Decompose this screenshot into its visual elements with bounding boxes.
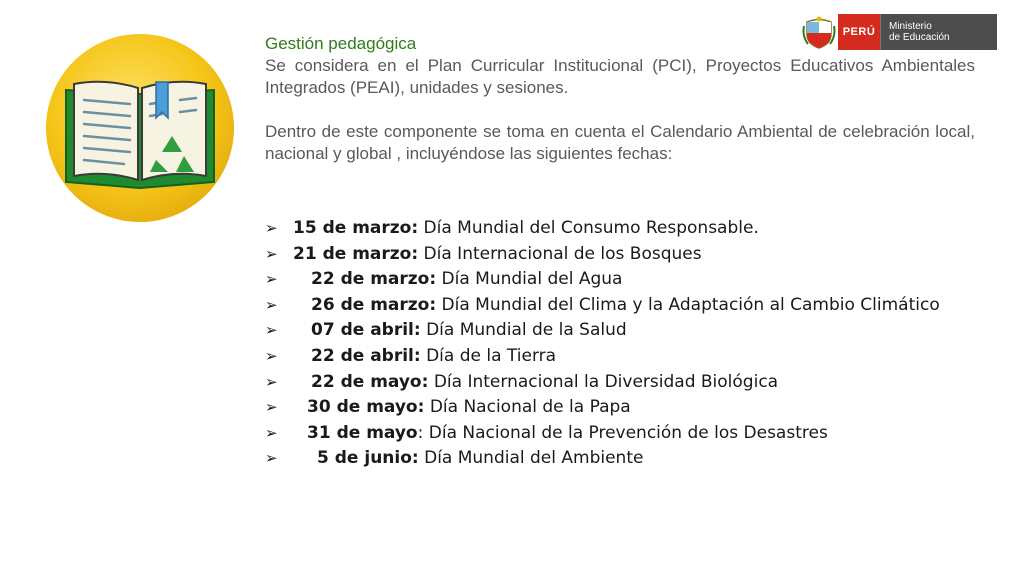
date-entry [293,267,622,293]
event-label: Día Internacional de los Bosques [418,243,702,264]
date-list-item [265,267,985,293]
date-label: 22 de marzo: [311,269,437,290]
date-list-item [265,344,985,370]
date-label: 07 de abril: [311,320,421,341]
event-label: Día Mundial del Ambiente [418,448,644,469]
date-entry [293,395,631,421]
date-entry [293,293,940,319]
event-label: Día Mundial del Consumo Responsable. [418,218,759,238]
arrow-bullet-icon: ➢ [265,219,278,237]
ministry-line-2: de Educación [889,32,950,43]
date-list-item [265,318,985,344]
text-block [265,33,975,165]
section-heading: Gestión pedagógica [265,34,417,53]
country-label: PERÚ [838,14,880,50]
date-label: 5 de junio: [317,448,419,469]
date-list-item [265,395,985,421]
date-entry [293,421,828,447]
arrow-bullet-icon: ➢ [265,398,278,417]
arrow-bullet-icon: ➢ [265,321,278,340]
date-list-item [265,421,985,447]
event-label: Día Nacional de la Papa [424,397,631,418]
date-label: 26 de marzo: [311,294,437,315]
event-label: Día Mundial del Clima y la Adaptación al Cambio Climático [436,294,940,315]
event-label: Día de la Tierra [420,345,557,366]
event-label: Día Internacional la Diversidad Biológica [428,371,779,392]
date-list-item [265,370,985,396]
arrow-bullet-icon: ➢ [265,449,278,468]
date-label: 22 de mayo: [311,371,429,392]
date-entry [293,318,627,344]
dates-list [265,216,985,472]
date-entry [293,446,643,472]
date-label: 15 de marzo: [293,218,419,238]
paragraph-pci: Se considera en el Plan Curricular Institucional (PCI), Proyectos Educativos Ambientales Integrados (PEAI), unidades y sesiones. [265,56,975,97]
arrow-bullet-icon: ➢ [265,346,278,365]
arrow-bullet-icon: ➢ [265,244,278,263]
date-list-item [265,446,985,472]
date-list-item [265,242,985,268]
date-label: 21 de marzo: [293,243,419,264]
date-list-item [265,293,985,319]
date-label: 31 de mayo [307,422,418,443]
date-entry [293,242,702,268]
paragraph-calendar: Dentro de este componente se toma en cuenta el Calendario Ambiental de celebración local, nacional y global , incluyéndose las siguientes fechas: [265,122,975,163]
event-label: : Día Nacional de la Prevención de los Desastres [417,422,828,443]
date-entry [293,344,556,370]
arrow-bullet-icon: ➢ [265,295,278,314]
book-icon [44,32,236,224]
event-label: Día Mundial del Agua [436,269,623,290]
date-label: 22 de abril: [311,345,421,366]
arrow-bullet-icon: ➢ [265,423,278,442]
arrow-bullet-icon: ➢ [265,372,278,391]
date-list-item [265,216,985,242]
ministry-line-1: Ministerio [889,21,932,32]
arrow-bullet-icon: ➢ [265,270,278,289]
date-label: 30 de mayo: [307,397,425,418]
date-entry [293,216,759,242]
event-label: Día Mundial de la Salud [420,320,627,341]
date-entry [293,370,778,396]
